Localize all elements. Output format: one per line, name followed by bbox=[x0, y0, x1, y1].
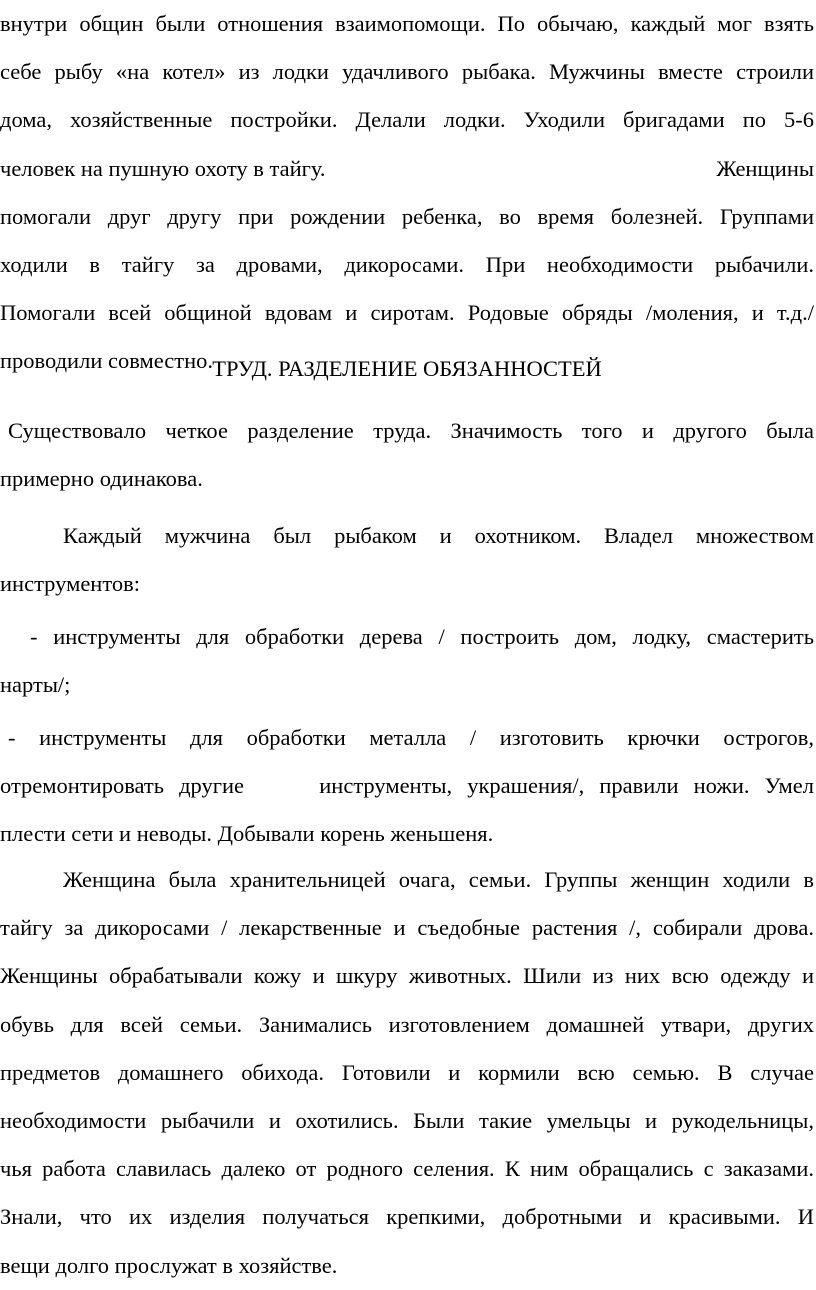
list-item-metal-tools bbox=[0, 714, 814, 859]
text-line: проводили совместно. bbox=[0, 348, 213, 374]
text-line: помогали друг другу при рождении ребенка, во время болезней. Группами bbox=[0, 203, 814, 229]
paragraph-women-role bbox=[0, 856, 814, 1290]
text-line: - инструменты для обработки металла / изготовить крючки острогов, bbox=[8, 725, 814, 750]
text-line: инструментов: bbox=[0, 571, 141, 597]
text-line: себе рыбу «на котел» из лодки удачливого рыбака. Мужчины вместе строили bbox=[0, 59, 814, 85]
text-line: Существовало четкое разделение труда. Значимость того и другого была bbox=[8, 418, 814, 443]
text-line: Женщина была хранительницей очага, семьи. Группы женщин ходили в bbox=[63, 867, 814, 892]
text-fragment: человек на пушную охоту в тайгу. bbox=[0, 155, 326, 181]
text-line: тайгу за дикоросами / лекарственные и съедобные растения /, собирали дрова. bbox=[0, 915, 814, 941]
paragraph-men-tools bbox=[0, 512, 814, 608]
text-line: нарты/; bbox=[0, 672, 71, 698]
text-line: внутри общин были отношения взаимопомощи. По обычаю, каждый мог взять bbox=[0, 11, 814, 36]
paragraph-division-of-labor bbox=[0, 407, 814, 503]
text-line bbox=[0, 145, 814, 193]
text-line: Знали, что их изделия получаться крепкими, добротными и красивыми. И bbox=[0, 1204, 814, 1230]
text-line: чья работа славилась далеко от родного селения. К ним обращались с заказами. bbox=[0, 1156, 814, 1182]
text-fragment: Женщины bbox=[716, 155, 814, 181]
section-heading bbox=[0, 345, 814, 393]
text-line: - инструменты для обработки дерева / построить дом, лодку, смастерить bbox=[30, 624, 814, 649]
text-line: вещи долго прослужат в хозяйстве. bbox=[0, 1252, 338, 1278]
text-line: плести сети и неводы. Добывали корень женьшеня. bbox=[0, 821, 494, 847]
text-line: обувь для всей семьи. Занимались изготовлением домашней утвари, других bbox=[0, 1011, 814, 1037]
text-line: примерно одинакова. bbox=[0, 466, 203, 492]
text-line: Каждый мужчина был рыбаком и охотником. Владел множеством bbox=[63, 523, 814, 548]
text-line: необходимости рыбачили и охотились. Были такие умельцы и рукодельницы, bbox=[0, 1107, 814, 1133]
heading-text: ТРУД. РАЗДЕЛЕНИЕ ОБЯЗАННОСТЕЙ bbox=[212, 356, 602, 381]
list-item-wood-tools bbox=[0, 613, 814, 709]
text-line: отремонтировать другие инструменты, украшения/, правили ножи. Умел bbox=[0, 773, 814, 799]
paragraph-mutual-aid bbox=[0, 0, 814, 386]
text-line: Помогали всей общиной вдовам и сиротам. Родовые обряды /моления, и т.д./ bbox=[0, 300, 814, 326]
text-line: дома, хозяйственные постройки. Делали лодки. Уходили бригадами по 5-6 bbox=[0, 107, 814, 133]
text-line: ходили в тайгу за дровами, дикоросами. При необходимости рыбачили. bbox=[0, 251, 814, 277]
text-line: Женщины обрабатывали кожу и шкуру животных. Шили из них всю одежду и bbox=[0, 963, 814, 989]
text-line: предметов домашнего обихода. Готовили и кормили всю семью. В случае bbox=[0, 1059, 814, 1085]
